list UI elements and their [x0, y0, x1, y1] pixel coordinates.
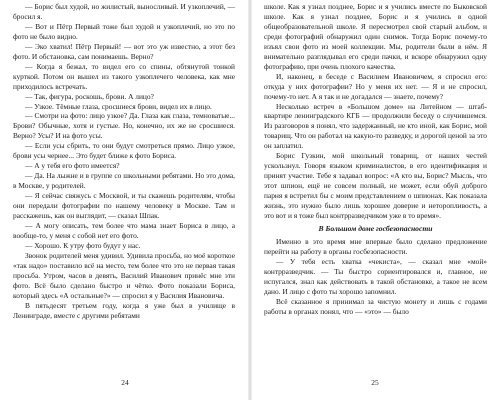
right-page: [250, 0, 500, 400]
paragraph: — Смотри на фото: лицо узкое? Да. Глаза как глаза, темноватые... Брови? Обычные, хотя и густые. Но, конечно, их же не сросшиеся. Верно? Усы? И на фото усы.: [13, 111, 235, 141]
paragraph: — У тебя есть хватка «чекиста», — сказал мне «мой» контрразведчик. — Ты быстро сориентировался и, главное, не испугался, знал как действовать в такой обстановке, а такое не всем дано. И лицо с фото ты хорошо запомнил.: [264, 256, 487, 296]
paragraph: Звонок родителей меня удивил. Удивила просьба, но моё короткое «так надо» поставило всё на место, тем более что это не первая такая просьба. Утром, часов в девять, Василий Иванович принёс мне эти фото. Всё было сделано быстро и чётко. Фото показали Бориса, который здесь «А остальные?» — спросил я у Василия Ивановича.: [13, 250, 235, 300]
paragraph: — Эко хватил! Пётр Первый! — вот это уж известно, а этот без фото. И обстановка, сам понимаешь. Верно?: [13, 41, 235, 61]
page-number-left: 24: [121, 378, 129, 387]
paragraph: — Хорошо. К утру фото будут у нас.: [25, 240, 141, 250]
paragraph: — Узкое. Тёмные глаза, сросшиеся брови, видел их в лицо.: [25, 101, 212, 111]
paragraph: школе. Как я узнал позднее, Борис и я учились вместе по Быковской школе. Как я узнал позднее, Борис и я учились в одной общеобразовательной школе. Я пересмотрел свой старый альбом, и среди фотографий обнаружил один снимок. Тогда Борис почему-то изъял свои фото из моей коллекции. Мы, родители были в нём. Я внимательно разглядывал его среди пачки, и вскоре обнаружил одну фотографию, при очень плохого качества.: [264, 2, 487, 71]
paragraph: — А могу описать, тем более что мама знает Бориса в лицо, а вообще-то, у меня с собой нет его фото.: [13, 220, 235, 240]
right-page-text: [264, 2, 487, 317]
paragraph: — Я сейчас свяжусь с Москвой, и ты скажешь родителям, чтобы они передали фотографии по нашему человеку в Москве. Там и расскажешь, как он выглядит, — сказал Шпак.: [13, 191, 235, 221]
paragraph: — Если усы сбрить, то они будут смотреться прямо. Лицо узкое, брови усы чернее... Это будет ближе к фото Бориса.: [13, 141, 235, 161]
left-page-text: [13, 2, 235, 321]
paragraph: — Когда я бежал, то видел его со спины, обтянутой тонкой курткой. Потом он вышел из такого узкоплечего человека, как мне приходилось встречать.: [13, 61, 235, 91]
paragraph: — Так, фигура, роскошь, брови. А лицо?: [25, 91, 154, 101]
paragraph: — А у тебя его фото имеется?: [25, 161, 120, 171]
page-number-right: 25: [371, 378, 379, 387]
paragraph: Несколько встреч в «Большом доме» на Литейном — штаб-квартире ленинградского КГБ — продолжили беседу о случившемся. Из разговоров я понял, что задержанный, не кто иной, как Борис, мой товарищ. Что он работал на какую-то разведку, и дорогой ценой за это он заплатил.: [264, 101, 487, 151]
paragraph: — Вот и Пётр Первый тоже был худой и узкоплечий, но это по фото не было видно.: [13, 21, 235, 41]
paragraph: — Да. На лыжне и в группе со школьными ребятами. Но это дома, в Москве, у родителей.: [13, 171, 235, 191]
paragraph: И, наконец, в беседе с Василием Ивановичем, я спросил его: откуда у них фотографии? Но у меня их нет. — Я и не спросил, почему-то нет. А я так и не догадался — знаете, почему?: [264, 71, 487, 101]
paragraph: В пятьдесят третьем году, когда я уже был в училище в Ленинграде, вместе с другими ребятами: [13, 300, 235, 320]
paragraph: Всё сказанное я принимал за чистую монету и лишь с годами работы в органах понял, что — «это» — было: [264, 296, 487, 316]
paragraph: Именно в это время мне впервые было сделано предложение перейти на работу в органы госбезопасности.: [264, 236, 487, 256]
section-heading: В Большом доме госбезопасности: [318, 223, 433, 233]
paragraph: Борис Гузкин, мой школьный товарищ, от наших честей ускользнул. Говоря языком криминалистов, в его идентификация и принят участие. Тебе я задавал вопрос: «А кто вы, Борис? Мысль, что этот шпион, ещё не совсем полный, не может, если обуй доброго парня я встретил бы с моим представлением о шпионах. Как показала жизнь, это нужно было лишь хорошее доверие и неторопливость, а это вот и я тоже был контрразведчиком уже в то время».: [264, 151, 487, 221]
paragraph: — Борис был худой, но жилистый, выносливый. И узкоплечий, — бросил я.: [13, 2, 235, 21]
